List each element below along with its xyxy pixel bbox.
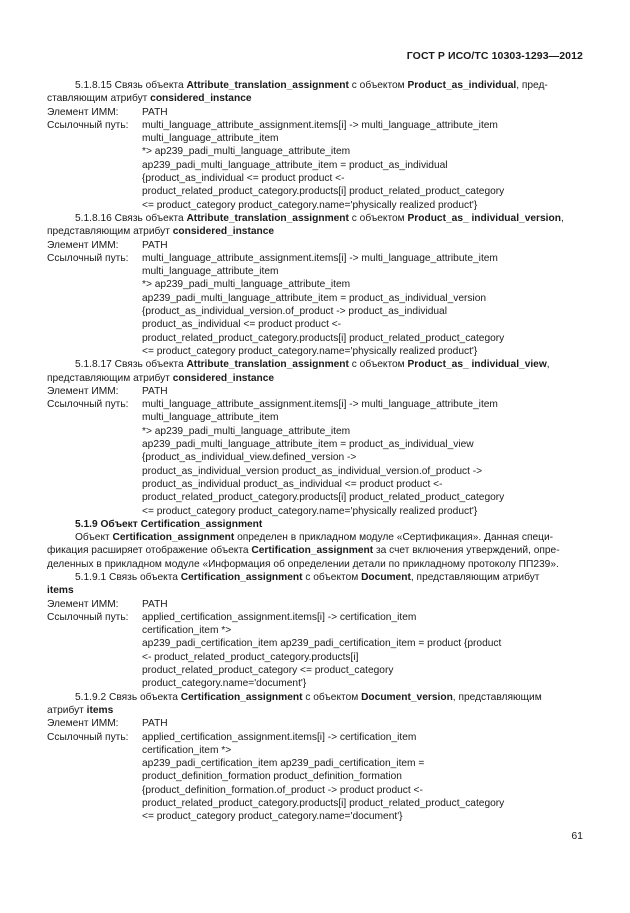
reference-path-block: [142, 252, 585, 358]
object-name: Attribute_translation_assignment: [186, 80, 349, 91]
page-header: ГОСТ Р ИСО/ТС 10303-1293—2012: [406, 50, 583, 62]
reference-path-block: [142, 119, 585, 212]
mim-element-row: [47, 717, 585, 730]
mim-element-label: Элемент ИММ:: [47, 239, 119, 251]
section-5-1-8-17-title: [47, 358, 585, 371]
path-line: <- product_related_product_category.products[i]: [142, 651, 359, 663]
reference-path-label: Ссылочный путь:: [47, 731, 129, 743]
path-line: product_related_product_category.products[i] product_related_product_category: [142, 798, 505, 810]
path-line: product_related_product_category.products[i] product_related_product_category: [142, 186, 505, 198]
path-line: ap239_padi_multi_language_attribute_item = product_as_individual: [142, 159, 448, 171]
attribute-name: considered_instance: [150, 93, 252, 105]
path-line: multi_language_attribute_assignment.items[i] -> multi_language_attribute_item: [142, 399, 498, 411]
mim-element-value: PATH: [142, 385, 168, 397]
path-line: product_as_individual product_as_individual <= product product <-: [142, 478, 443, 490]
target-object: Product_as_individual: [407, 80, 517, 91]
reference-path-label: Ссылочный путь:: [47, 399, 129, 411]
path-line: {product_as_individual_view.defined_version ->: [142, 452, 357, 464]
path-line: {product_definition_formation.of_product -> product product <-: [142, 784, 423, 796]
reference-path-row: [47, 252, 585, 358]
path-line: *> ap239_padi_multi_language_attribute_item: [142, 146, 351, 158]
path-line: product_as_individual <= product product <-: [142, 319, 342, 331]
mim-element-row: [47, 239, 585, 252]
path-line: product_definition_formation product_definition_formation: [142, 771, 402, 783]
text: определен в прикладном модуле «Сертификация». Данная специ-: [234, 532, 554, 544]
section-number: 5.1.9.1 Связь объекта: [75, 571, 181, 583]
section-number: 5.1.9.2 Связь объекта: [75, 691, 181, 703]
heading-text: 5.1.9 Объект Certification_assignment: [75, 518, 263, 530]
reference-path-label: Ссылочный путь:: [47, 119, 129, 131]
text: с объектом: [302, 571, 362, 583]
page-content: [47, 79, 585, 824]
reference-path-label: Ссылочный путь:: [47, 252, 129, 264]
text: за счет включения утверждений, опре-: [373, 545, 560, 557]
text: , представляющим: [452, 691, 542, 703]
mim-element-label: Элемент ИММ:: [47, 106, 119, 118]
attribute-name: items: [86, 704, 114, 716]
object-name: Certification_assignment: [180, 571, 303, 583]
reference-path-row: [47, 119, 585, 212]
path-line: applied_certification_assignment.items[i] -> certification_item: [142, 611, 417, 623]
text: представляющим атрибут: [47, 226, 173, 238]
section-5-1-8-17-title-cont: [47, 372, 585, 385]
path-line: *> ap239_padi_multi_language_attribute_item: [142, 425, 351, 437]
target-object: Product_as_ individual_version: [407, 212, 561, 224]
text: деленных в прикладном модуле «Информация об определении детали по прикладному протоколу ПП239».: [47, 558, 559, 570]
path-line: multi_language_attribute_item: [142, 266, 279, 278]
path-line: applied_certification_assignment.items[i] -> certification_item: [142, 731, 417, 743]
section-5-1-9-1-title-cont: [47, 584, 585, 597]
section-number: 5.1.8.17 Связь объекта: [75, 359, 187, 371]
section-5-1-8-16-title: [47, 212, 585, 225]
path-line: ap239_padi_multi_language_attribute_item = product_as_individual_version: [142, 292, 487, 304]
object-name: Certification_assignment: [251, 545, 374, 557]
mim-element-value: PATH: [142, 106, 168, 118]
mim-element-value: PATH: [142, 239, 168, 251]
section-5-1-8-15-title: [47, 79, 585, 92]
path-line: multi_language_attribute_assignment.items[i] -> multi_language_attribute_item: [142, 252, 498, 264]
attribute-name: items: [47, 585, 74, 597]
path-line: <= product_category product_category.name='document'}: [142, 811, 403, 823]
reference-path-label: Ссылочный путь:: [47, 611, 129, 623]
object-name: Attribute_translation_assignment: [186, 359, 349, 371]
path-line: ap239_padi_multi_language_attribute_item = product_as_individual_view: [142, 439, 474, 451]
section-number: 5.1.8.16 Связь объекта: [75, 212, 187, 224]
object-name: Certification_assignment: [112, 532, 235, 544]
reference-path-row: [47, 611, 585, 691]
attribute-name: considered_instance: [172, 226, 275, 238]
path-line: <= product_category product_category.name='physically realized product'}: [142, 199, 478, 211]
path-line: multi_language_attribute_assignment.items[i] -> multi_language_attribute_item: [142, 119, 498, 131]
reference-path-block: [142, 611, 585, 691]
path-line: product_as_individual_version product_as_individual_version.of_product ->: [142, 465, 483, 477]
section-5-1-8-15-title-cont: [47, 92, 585, 105]
text: атрибут: [47, 704, 87, 716]
attribute-name: considered_instance: [172, 372, 275, 384]
reference-path-block: [142, 731, 585, 824]
reference-path-row: [47, 398, 585, 518]
path-line: multi_language_attribute_item: [142, 133, 279, 145]
section-5-1-9-para-line3: [47, 558, 585, 571]
path-line: <= product_category product_category.name='physically realized product'}: [142, 345, 478, 357]
text: , представляющим атрибут: [410, 571, 540, 583]
target-object: Document: [361, 571, 411, 583]
mim-element-label: Элемент ИММ:: [47, 718, 119, 730]
text: , пред-: [516, 80, 548, 91]
path-line: ap239_padi_certification_item ap239_padi_certification_item = product {product: [142, 638, 502, 650]
path-line: product_category.name='document'}: [142, 678, 307, 690]
path-line: product_related_product_category.products[i] product_related_product_category: [142, 492, 505, 504]
reference-path-block: [142, 398, 585, 518]
section-5-1-9-2-title: [47, 691, 585, 704]
path-line: product_related_product_category <= product_category: [142, 665, 394, 677]
text: с объектом: [302, 691, 362, 703]
text: с объектом: [348, 80, 408, 91]
section-5-1-9-1-title: [47, 571, 585, 584]
section-5-1-8-16-title-cont: [47, 225, 585, 238]
path-line: *> ap239_padi_multi_language_attribute_item: [142, 279, 351, 291]
mim-element-row: [47, 385, 585, 398]
path-line: ap239_padi_certification_item ap239_padi_certification_item =: [142, 758, 425, 770]
mim-element-label: Элемент ИММ:: [47, 598, 119, 610]
text: фикация расширяет отображение объекта: [47, 545, 252, 557]
object-name: Certification_assignment: [180, 691, 303, 703]
path-line: certification_item *>: [142, 744, 232, 756]
text: с объектом: [348, 212, 408, 224]
path-line: product_related_product_category.products[i] product_related_product_category: [142, 332, 505, 344]
path-line: {product_as_individual <= product product <-: [142, 173, 345, 185]
page-number: 61: [571, 830, 583, 842]
path-line: multi_language_attribute_item: [142, 412, 279, 424]
mim-element-value: PATH: [142, 718, 168, 730]
text: с объектом: [348, 359, 408, 371]
target-object: Product_as_ individual_view: [407, 359, 547, 371]
mim-element-row: [47, 598, 585, 611]
section-number: 5.1.8.15 Связь объекта: [75, 80, 187, 91]
text: ,: [546, 359, 550, 371]
section-5-1-9-2-title-cont: [47, 704, 585, 717]
section-5-1-9-heading: [47, 518, 585, 531]
mim-element-row: [47, 106, 585, 119]
section-5-1-9-para-line2: [47, 544, 585, 557]
text: Объект: [75, 532, 113, 544]
path-line: <= product_category product_category.name='physically realized product'}: [142, 505, 478, 517]
reference-path-row: [47, 731, 585, 824]
mim-element-value: PATH: [142, 598, 168, 610]
object-name: Attribute_translation_assignment: [186, 212, 349, 224]
text: ,: [560, 212, 564, 224]
section-5-1-9-para-line1: [47, 531, 585, 544]
text: представляющим атрибут: [47, 372, 173, 384]
path-line: certification_item *>: [142, 625, 232, 637]
path-line: {product_as_individual_version.of_product -> product_as_individual: [142, 306, 447, 318]
target-object: Document_version: [361, 691, 453, 703]
mim-element-label: Элемент ИММ:: [47, 385, 119, 397]
text: ставляющим атрибут: [47, 93, 151, 105]
